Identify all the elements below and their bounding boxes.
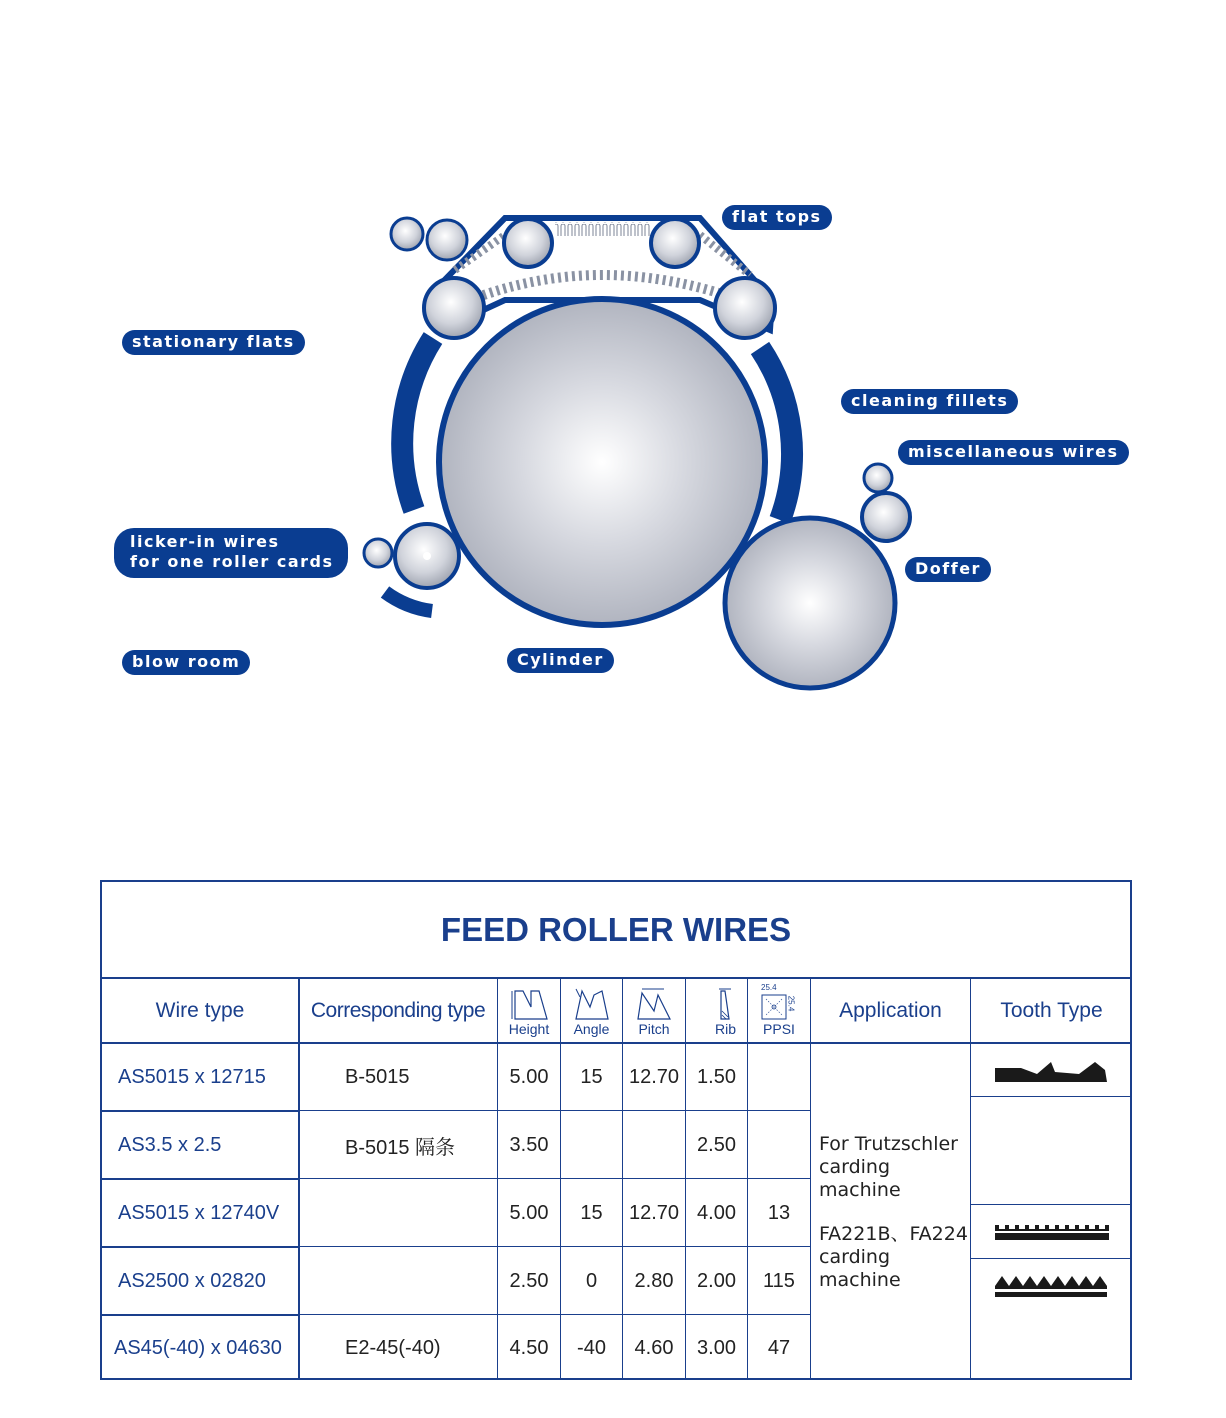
row1-height: 5.00 bbox=[509, 1065, 549, 1088]
label-cylinder: Cylinder bbox=[507, 648, 614, 673]
triangle-toothed-bar-icon bbox=[993, 1270, 1111, 1298]
header-height bbox=[498, 979, 560, 1042]
row2-wire-type: AS3.5 x 2.5 bbox=[118, 1133, 222, 1156]
header-wire-type: Wire type bbox=[155, 998, 245, 1022]
row1-pitch: 12.70 bbox=[628, 1065, 680, 1088]
application-line4: carding machine bbox=[819, 1245, 901, 1291]
row1-angle: 15 bbox=[580, 1065, 603, 1088]
doffer-small-roller-1 bbox=[864, 464, 892, 492]
tooth-type-cell-1 bbox=[971, 1044, 1132, 1096]
application-cell bbox=[811, 1044, 970, 1380]
label-flat-tops: flat tops bbox=[722, 205, 832, 230]
header-angle-label: Angle bbox=[573, 1021, 610, 1037]
row4-angle: 0 bbox=[585, 1269, 598, 1292]
row2-pitch bbox=[623, 1112, 685, 1178]
row2-height: 3.50 bbox=[509, 1133, 549, 1156]
licker-in-label-line1: licker-in wires bbox=[130, 532, 280, 551]
header-tooth-type: Tooth Type bbox=[1000, 998, 1103, 1022]
row4-pitch: 2.80 bbox=[634, 1269, 674, 1292]
flat-teeth-top bbox=[555, 222, 650, 236]
tooth-type-cell-3 bbox=[971, 1260, 1132, 1312]
feed-roller-wires-table bbox=[100, 880, 1132, 1380]
doffer-circle bbox=[725, 518, 895, 688]
row5-corresponding-type: E2-45(-40) bbox=[345, 1336, 441, 1359]
licker-in-arc bbox=[385, 592, 432, 611]
licker-in-roller-hub bbox=[423, 552, 431, 560]
flat-roller-right bbox=[715, 278, 775, 338]
ppsi-dim-horizontal: 25.4 bbox=[761, 983, 777, 992]
application-line2: carding machine bbox=[819, 1155, 901, 1201]
fine-toothed-bar-icon bbox=[993, 1220, 1111, 1242]
row5-wire-type: AS45(-40) x 04630 bbox=[114, 1336, 282, 1359]
row-divider-1 bbox=[300, 1110, 810, 1111]
stationary-flats-arc bbox=[402, 338, 433, 510]
small-roller-1 bbox=[391, 218, 423, 250]
header-application: Application bbox=[839, 998, 942, 1022]
small-roller-2 bbox=[427, 220, 467, 260]
row3-wire-type: AS5015 x 12740V bbox=[118, 1201, 280, 1224]
row3-corresponding-type bbox=[299, 1180, 497, 1246]
header-rib bbox=[686, 979, 747, 1042]
label-stationary-flats: stationary flats bbox=[122, 330, 305, 355]
row-divider-3 bbox=[300, 1246, 810, 1247]
header-corresponding-type: Corresponding type bbox=[310, 998, 486, 1022]
label-doffer: Doffer bbox=[905, 557, 991, 582]
row5-pitch: 4.60 bbox=[634, 1336, 674, 1359]
row1-corresponding-type: B-5015 bbox=[345, 1065, 410, 1088]
pitch-diagram-icon bbox=[634, 987, 674, 1021]
row-divider-4 bbox=[300, 1314, 810, 1315]
angle-diagram-icon bbox=[572, 987, 612, 1021]
licker-in-small-roller bbox=[364, 539, 392, 567]
row1-rib: 1.50 bbox=[697, 1065, 736, 1088]
ppsi-diagram bbox=[757, 985, 801, 1021]
table-title: FEED ROLLER WIRES bbox=[440, 910, 792, 948]
header-ppsi bbox=[748, 979, 810, 1042]
row3-height: 5.00 bbox=[509, 1201, 549, 1224]
row3-rib: 4.00 bbox=[697, 1201, 736, 1224]
flat-roller-top-left bbox=[504, 219, 552, 267]
ppsi-dim-vertical: 25.4 bbox=[786, 995, 796, 1012]
row2-angle bbox=[561, 1112, 622, 1178]
row2-ppsi bbox=[748, 1112, 810, 1178]
label-blow-room: blow room bbox=[122, 650, 250, 675]
header-angle bbox=[561, 979, 622, 1042]
rib-diagram-icon bbox=[697, 987, 737, 1021]
cylinder-circle bbox=[439, 299, 765, 625]
header-ppsi-label: PPSI bbox=[763, 1021, 795, 1037]
header-pitch-label: Pitch bbox=[638, 1021, 670, 1037]
label-licker-in-wires bbox=[114, 528, 348, 578]
row4-wire-type: AS2500 x 02820 bbox=[118, 1269, 266, 1292]
application-line3: FA221B、FA224 bbox=[819, 1222, 968, 1245]
row5-rib: 3.00 bbox=[697, 1336, 736, 1359]
tooth-divider-1 bbox=[970, 1096, 1132, 1097]
row3-angle: 15 bbox=[580, 1201, 603, 1224]
licker-in-label-line2: for one roller cards bbox=[130, 552, 334, 571]
row4-height: 2.50 bbox=[509, 1269, 549, 1292]
row5-height: 4.50 bbox=[509, 1336, 549, 1359]
sawtooth-profile-icon bbox=[993, 1056, 1111, 1084]
doffer-small-roller-2 bbox=[862, 493, 910, 541]
row5-ppsi: 47 bbox=[767, 1336, 791, 1359]
header-pitch bbox=[623, 979, 685, 1042]
row1-wire-type: AS5015 x 12715 bbox=[118, 1065, 266, 1088]
row3-pitch: 12.70 bbox=[628, 1201, 680, 1224]
row2-corresponding-type: B-5015 隔条 bbox=[345, 1136, 456, 1159]
flat-roller-left bbox=[424, 278, 484, 338]
label-cleaning-fillets: cleaning fillets bbox=[841, 389, 1018, 414]
row4-ppsi: 115 bbox=[763, 1269, 795, 1292]
application-line1: For Trutzschler bbox=[819, 1132, 958, 1155]
tooth-divider-3 bbox=[970, 1258, 1132, 1259]
row2-rib: 2.50 bbox=[697, 1133, 736, 1156]
ppsi-grid-icon bbox=[761, 994, 787, 1020]
row1-ppsi bbox=[748, 1044, 810, 1110]
row-divider-2 bbox=[300, 1178, 810, 1179]
row4-rib: 2.00 bbox=[697, 1269, 736, 1292]
flat-roller-top-right bbox=[651, 219, 699, 267]
header-rib-label: Rib bbox=[714, 1021, 736, 1037]
tooth-type-cell-2 bbox=[971, 1204, 1132, 1258]
header-height-label: Height bbox=[508, 1021, 550, 1037]
row5-angle: -40 bbox=[577, 1336, 606, 1359]
row4-corresponding-type bbox=[299, 1248, 497, 1314]
row3-ppsi: 13 bbox=[767, 1201, 791, 1224]
label-miscellaneous-wires: miscellaneous wires bbox=[898, 440, 1129, 465]
height-diagram-icon bbox=[509, 987, 549, 1021]
